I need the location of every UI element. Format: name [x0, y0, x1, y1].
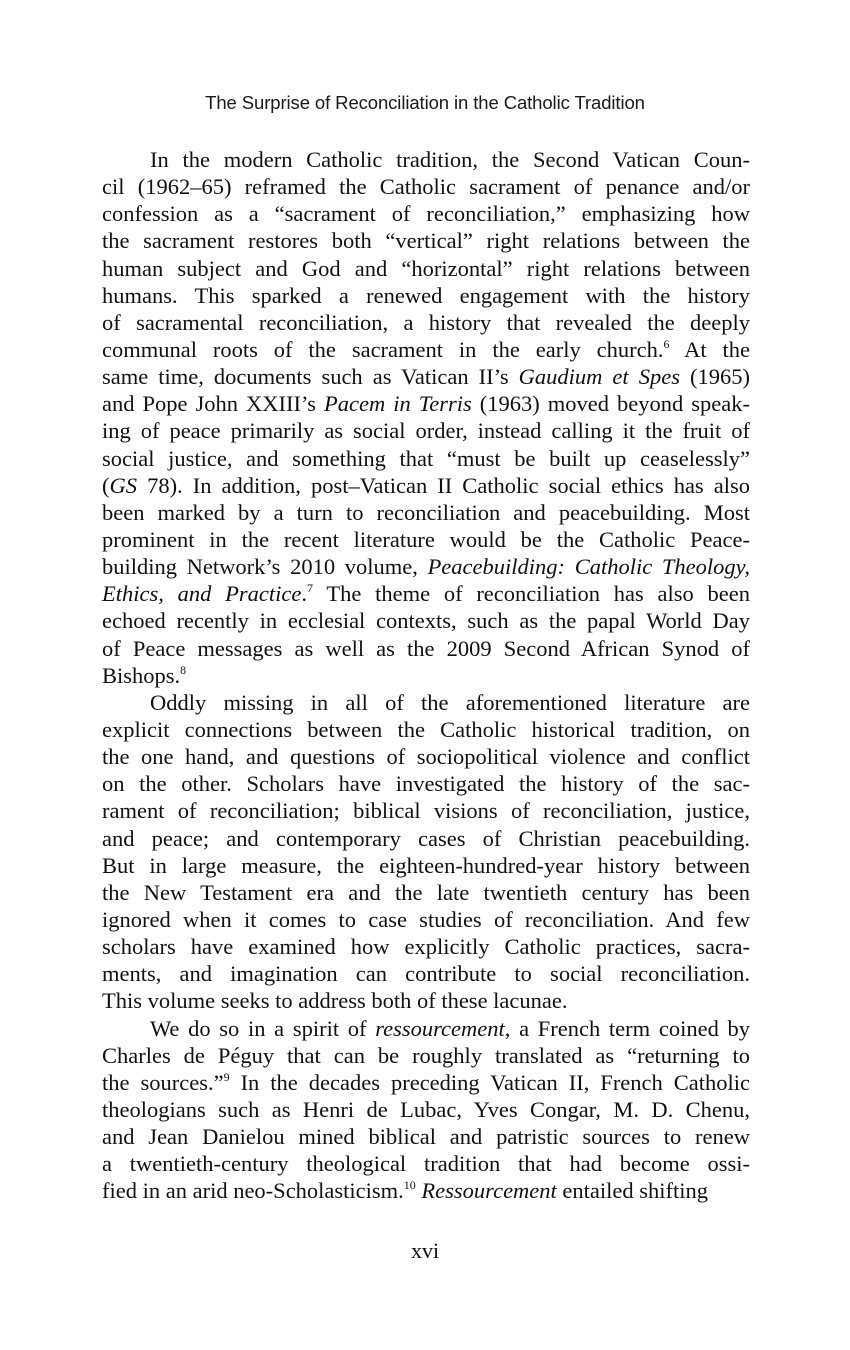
text-line: [102, 770, 750, 797]
text-run: ments, and imagination can contribute to social reconciliation.: [102, 961, 750, 987]
text-line: [102, 906, 750, 933]
text-run: In the decades preceding Vatican II, French Catholic: [229, 1069, 751, 1095]
text-run: We do so in a spirit of: [150, 1015, 376, 1041]
text-line: [102, 173, 750, 200]
text-run: Bishops.: [102, 662, 181, 688]
body-text: [102, 146, 750, 1204]
text-line: [102, 227, 750, 254]
text-run: and peace; and contemporary cases of Christian peacebuilding.: [102, 825, 750, 851]
text-line: [102, 472, 750, 499]
italic-text: Ethics, and Practice: [102, 581, 302, 607]
text-run: same time, documents such as Vatican II’s: [102, 364, 519, 390]
text-run: This volume seeks to address both of these lacunae.: [102, 988, 568, 1014]
text-line: [102, 390, 750, 417]
text-line: [102, 146, 750, 173]
text-run: The theme of reconciliation has also been: [312, 581, 751, 607]
text-line: [102, 689, 750, 716]
text-run: the one hand, and questions of sociopolitical violence and conflict: [102, 744, 750, 770]
text-line: [102, 987, 750, 1014]
text-run: on the other. Scholars have investigated the history of the sac-: [102, 771, 750, 797]
italic-text: ressourcement: [375, 1015, 505, 1041]
text-run: the sources.”: [102, 1069, 224, 1095]
text-line: [102, 960, 750, 987]
text-run: of Peace messages as well as the 2009 Second African Synod of: [102, 635, 750, 661]
text-run: been marked by a turn to reconciliation and peacebuilding. Most: [102, 499, 750, 525]
footnote-ref: 6: [663, 336, 670, 351]
text-run: scholars have examined how explicitly Catholic practices, sacra-: [102, 934, 750, 960]
text-run: fied in an arid neo-Scholasticism.: [102, 1178, 404, 1204]
text-line: [102, 1015, 750, 1042]
text-line: [102, 553, 750, 580]
text-line: [102, 1123, 750, 1150]
text-line: [102, 255, 750, 282]
text-run: .: [301, 581, 307, 607]
footnote-ref: 9: [223, 1069, 230, 1084]
italic-text: Ressourcement: [421, 1178, 557, 1204]
text-line: [102, 526, 750, 553]
text-run: ignored when it comes to case studies of reconciliation. And few: [102, 906, 750, 932]
italic-text: GS: [109, 472, 137, 498]
paragraph: [102, 689, 750, 1015]
text-line: [102, 716, 750, 743]
text-run: and Pope John XXIII’s: [102, 391, 325, 417]
paragraph: [102, 1015, 750, 1205]
text-line: [102, 309, 750, 336]
text-line: [102, 825, 750, 852]
text-line: [102, 1042, 750, 1069]
italic-text: Pacem in Terris: [324, 391, 472, 417]
text-run: the sacrament restores both “vertical” right relations between the: [102, 228, 750, 254]
text-run: explicit connections between the Catholic historical tradition, on: [102, 716, 750, 742]
text-line: [102, 852, 750, 879]
text-run: confession as a “sacrament of reconciliation,” emphasizing how: [102, 201, 750, 227]
page-number: xvi: [410, 1238, 440, 1263]
text-line: [102, 743, 750, 770]
text-run: Charles de Péguy that can be roughly translated as “returning to: [102, 1042, 750, 1068]
italic-text: Gaudium et Spes: [518, 364, 680, 390]
text-run: and Jean Danielou mined biblical and patristic sources to renew: [102, 1124, 750, 1150]
text-run: In the modern Catholic tradition, the Second Vatican Coun-: [150, 147, 750, 172]
text-run: theologians such as Henri de Lubac, Yves Congar, M. D. Chenu,: [102, 1096, 750, 1122]
text-line: [102, 1150, 750, 1177]
text-run: cil (1962–65) reframed the Catholic sacrament of penance and/or: [102, 174, 750, 200]
text-run: humans. This sparked a renewed engagement with the history: [102, 282, 750, 308]
text-run: communal roots of the sacrament in the early church.: [102, 336, 664, 362]
text-run: social justice, and something that “must be built up ceaselessly”: [102, 445, 750, 471]
text-run: (1963) moved beyond speak-: [471, 391, 750, 417]
text-line: [102, 1069, 750, 1096]
italic-text: Peacebuilding: Catholic Theology,: [427, 554, 750, 580]
footnote-ref: 10: [403, 1178, 416, 1193]
text-line: [102, 635, 750, 662]
text-run: entailed shifting: [556, 1178, 709, 1204]
text-line: [102, 1177, 750, 1204]
text-line: [102, 363, 750, 390]
text-line: [102, 933, 750, 960]
text-run: building Network’s 2010 volume,: [102, 554, 428, 580]
running-head: The Surprise of Reconciliation in the Catholic Tradition: [205, 92, 645, 113]
text-run: prominent in the recent literature would be the Catholic Peace-: [102, 526, 750, 552]
text-line: [102, 417, 750, 444]
text-line: [102, 445, 750, 472]
text-line: [102, 499, 750, 526]
text-line: [102, 200, 750, 227]
footnote-ref: 7: [306, 581, 313, 596]
text-line: [102, 607, 750, 634]
text-run: (: [102, 472, 110, 498]
text-line: [102, 282, 750, 309]
text-run: human subject and God and “horizontal” right relations between: [102, 255, 750, 281]
text-run: , a French term coined by: [504, 1015, 751, 1041]
text-line: [102, 662, 750, 689]
footnote-ref: 8: [180, 662, 187, 677]
text-line: [102, 1096, 750, 1123]
text-run: ing of peace primarily as social order, instead calling it the fruit of: [102, 418, 750, 444]
paragraph: [102, 146, 750, 689]
text-run: Oddly missing in all of the aforementioned literature are: [150, 689, 750, 715]
text-run: But in large measure, the eighteen-hundred-year history between: [102, 852, 750, 878]
text-line: [102, 580, 750, 607]
text-line: [102, 797, 750, 824]
text-run: echoed recently in ecclesial contexts, such as the papal World Day: [102, 608, 750, 634]
text-run: a twentieth-century theological tradition that had become ossi-: [102, 1151, 750, 1177]
text-run: (1965): [679, 364, 750, 390]
text-run: of sacramental reconciliation, a history that revealed the deeply: [102, 309, 750, 335]
text-run: 78). In addition, post–Vatican II Catholic social ethics has also: [137, 472, 750, 498]
text-run: the New Testament era and the late twentieth century has been: [102, 879, 750, 905]
text-line: [102, 879, 750, 906]
text-run: rament of reconciliation; biblical visions of reconciliation, justice,: [102, 798, 750, 824]
text-line: [102, 336, 750, 363]
text-run: At the: [669, 336, 751, 362]
